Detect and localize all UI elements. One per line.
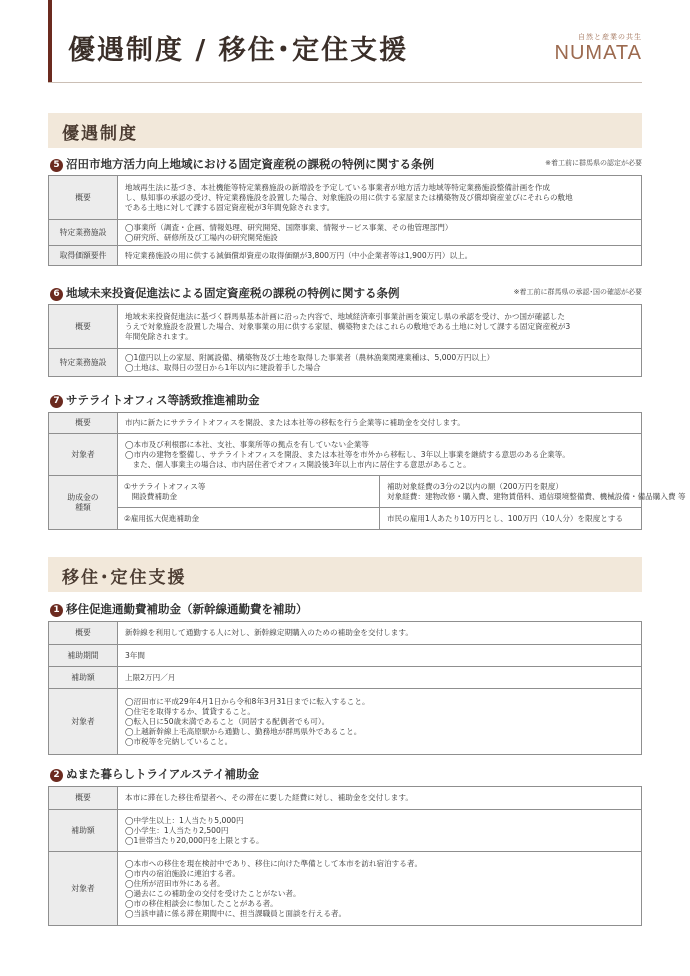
relocation-item2-heading: [50, 766, 642, 784]
text-line: 対象経費：建物改修・購入費、建物賃借料、通信環境整備費、機械設備・備品購入費 等: [387, 491, 686, 501]
item7-heading: [50, 392, 642, 410]
text-line: ◯上越新幹線上毛高原駅から通勤し、勤務地が群馬県外であること。: [125, 726, 362, 736]
row-content: [118, 413, 642, 434]
item7-table: [48, 412, 686, 530]
text-line: 開設費補助金: [124, 491, 178, 501]
row-content: [118, 787, 642, 810]
text-line: ◯1世帯当たり20,000円を上限とする。: [125, 835, 264, 845]
section-title: 優遇制度: [62, 124, 138, 144]
table-row: [49, 810, 642, 852]
row-label: 補助額: [49, 810, 118, 852]
row-content: [118, 349, 642, 377]
row-content: [118, 220, 642, 246]
item-note: ※着工前に群馬県の承認･国の確認が必要: [513, 288, 642, 296]
row-label: 概要: [49, 176, 118, 220]
grant-name: [118, 508, 380, 530]
row-label: 概要: [49, 622, 118, 645]
row-label: 概要: [49, 413, 118, 434]
brand-logo: [555, 32, 642, 64]
text-line: ①サテライトオフィス等: [124, 481, 206, 491]
text-line: 種類: [75, 502, 91, 512]
text-line: 本市に滞在した移住希望者へ、その滞在に要した経費に対し、補助金を交付します。: [125, 793, 413, 802]
brand-tagline: 自然と産業の共生: [578, 33, 642, 41]
section-header-incentives: [48, 113, 642, 148]
title-accent-bar: [48, 0, 52, 82]
text-line: ◯市内の建物を整備し、サテライトオフィスを開設、または本社等を市外から移転し、3年以上事業を継続する意思のある企業等。: [125, 449, 570, 459]
text-line: ◯当該申請に係る滞在期間中に、担当課職員と面談を行える者。: [125, 908, 347, 918]
grant-detail: [380, 508, 642, 530]
text-line: ◯研究所、研修所及び工場内の研究開発施設: [125, 232, 278, 242]
header-divider: [48, 82, 642, 83]
item-note: ※着工前に群馬県の認定が必要: [545, 159, 642, 167]
row-content: [118, 689, 642, 755]
text-line: 市内に新たにサテライトオフィスを開設、または本社等の移転を行う企業等に補助金を交付します。: [125, 418, 465, 427]
row-content: [118, 852, 642, 926]
text-line: 特定業務施設の用に供する減価償却資産の取得価額が3,800万円（中小企業者等は1,900万円）以上。: [125, 250, 473, 260]
row-label: 対象者: [49, 852, 118, 926]
item-title: サテライトオフィス等誘致推進補助金: [66, 393, 260, 407]
text-line: ◯転入日に50歳未満であること（同居する配偶者でも可）。: [125, 716, 330, 726]
table-row: [49, 305, 642, 349]
row-label: 取得価額要件: [49, 246, 118, 266]
table-row: [49, 176, 642, 220]
item-number-badge: 6: [50, 288, 63, 301]
table-row: [49, 787, 642, 810]
row-label: 補助額: [49, 667, 118, 689]
text-line: ◯市の移住相談会に参加したことがある者。: [125, 898, 278, 908]
item6-heading: [50, 285, 642, 303]
text-line: し、県知事の承認の受け、特定業務施設を設置した場合、対象施設の用に供する家屋または構築物及び償却資産並びにそれらの敷地: [125, 192, 573, 202]
row-label: 補助期間: [49, 645, 118, 667]
table-row: [49, 476, 642, 508]
row-label: 特定業務施設: [49, 349, 118, 377]
section-title: 移住･定住支援: [62, 568, 187, 588]
text-line: うえで対象施設を設置した場合、対象事業の用に供する家屋、構築物またはこれらの敷地である土地に対して課する固定資産税が3: [125, 321, 571, 331]
row-label: [49, 476, 118, 530]
table-row: [49, 622, 642, 645]
page-title: 優遇制度 / 移住･定住支援: [68, 35, 409, 66]
text-line: ◯本市への移住を現在検討中であり、移住に向けた準備として本市を訪れ宿泊する者。: [125, 858, 423, 868]
text-line: 地域再生法に基づき、本社機能等特定業務施設の新増設を予定している事業者が地方活力地域等特定業務施設整備計画を作成: [125, 182, 550, 192]
row-content: [118, 305, 642, 349]
table-row: [49, 667, 642, 689]
table-row: [49, 434, 642, 476]
item-title: ぬまた暮らしトライアルステイ補助金: [66, 767, 259, 781]
item5-heading: [50, 156, 642, 174]
item-number-badge: 5: [50, 159, 63, 172]
row-label: 対象者: [49, 689, 118, 755]
text-line: ②雇用拡大促進補助金: [124, 513, 200, 523]
table-row: [49, 689, 642, 755]
row-label: 対象者: [49, 434, 118, 476]
row-content: [118, 176, 642, 220]
item5-table: [48, 175, 642, 266]
row-content: [118, 810, 642, 852]
text-line: また、個人事業主の場合は、市内居住者でオフィス開設後3年以上市内に居住する意思があること。: [125, 459, 471, 469]
table-row: [49, 852, 642, 926]
text-line: である土地に対して課する固定資産税が3年間免除されます。: [125, 202, 335, 212]
item-number-badge: 7: [50, 395, 63, 408]
text-line: 地域未来投資促進法に基づく群馬県基本計画に沿った内容で、地域経済牽引事業計画を策定し県の承認を受け、かつ国が確認した: [125, 311, 565, 321]
row-content: [118, 246, 642, 266]
text-line: ◯住宅を取得するか、賃貸すること。: [125, 706, 255, 716]
section-header-relocation: [48, 557, 642, 592]
item-title: 沼田市地方活力向上地域における固定資産税の課税の特例に関する条例: [66, 157, 434, 171]
text-line: ◯市税等を完納していること。: [125, 736, 233, 746]
row-label: 概要: [49, 787, 118, 810]
text-line: ◯本市及び利根郡に本社、支社、事業所等の拠点を有していない企業等: [125, 439, 369, 449]
table-row: [49, 645, 642, 667]
text-line: ◯市内の宿泊施設に連泊する者。: [125, 868, 240, 878]
row-label: 特定業務施設: [49, 220, 118, 246]
text-line: ◯事業所（調査・企画、情報処理、研究開発、国際事業、情報サービス事業、その他管理部門）: [125, 222, 453, 232]
table-row: [49, 508, 642, 530]
text-line: ◯中学生以上：1人当たり5,000円: [125, 815, 244, 825]
grant-name: [118, 476, 380, 508]
table-row: [49, 349, 642, 377]
brand-name: NUMATA: [554, 42, 642, 64]
text-line: 年間免除されます。: [125, 331, 193, 341]
table-row: [49, 413, 642, 434]
text-line: 助成金の: [67, 492, 99, 502]
item-title: 移住促進通勤費補助金（新幹線通勤費を補助）: [66, 602, 308, 616]
item-title: 地域未来投資促進法による固定資産税の課税の特例に関する条例: [66, 286, 400, 300]
text-line: ◯沼田市に平成29年4月1日から令和8年3月31日までに転入すること。: [125, 696, 370, 706]
row-content: [118, 645, 642, 667]
text-line: 補助対象経費の3分の2以内の額（200万円を限度）: [387, 481, 564, 491]
table-row: [49, 246, 642, 266]
text-line: 3年間: [125, 650, 146, 660]
text-line: 市民の雇用1人あたり10万円とし、100万円（10人分）を限度とする: [387, 513, 624, 523]
relocation-item1-table: [48, 621, 642, 755]
text-line: ◯土地は、取得日の翌日から1年以内に建設着手した場合: [125, 362, 321, 372]
row-content: [118, 667, 642, 689]
row-label: 概要: [49, 305, 118, 349]
item-number-badge: 1: [50, 604, 63, 617]
row-content: [118, 622, 642, 645]
text-line: ◯住所が沼田市外にある者。: [125, 878, 225, 888]
text-line: ◯1億円以上の家屋、附属設備、構築物及び土地を取得した事業者（農林漁業関連業種は、5,000万円以上）: [125, 352, 495, 362]
item6-table: [48, 304, 642, 377]
text-line: 上限2万円／月: [125, 672, 176, 682]
table-row: [49, 220, 642, 246]
text-line: ◯小学生：1人当たり2,500円: [125, 825, 229, 835]
grant-detail: [380, 476, 686, 508]
row-content: [118, 434, 642, 476]
text-line: 新幹線を利用して通勤する人に対し、新幹線定期購入のための補助金を交付します。: [125, 628, 413, 637]
relocation-item1-heading: [50, 601, 642, 619]
relocation-item2-table: [48, 786, 642, 926]
item-number-badge: 2: [50, 769, 63, 782]
text-line: ◯過去にこの補助金の交付を受けたことがない者。: [125, 888, 301, 898]
